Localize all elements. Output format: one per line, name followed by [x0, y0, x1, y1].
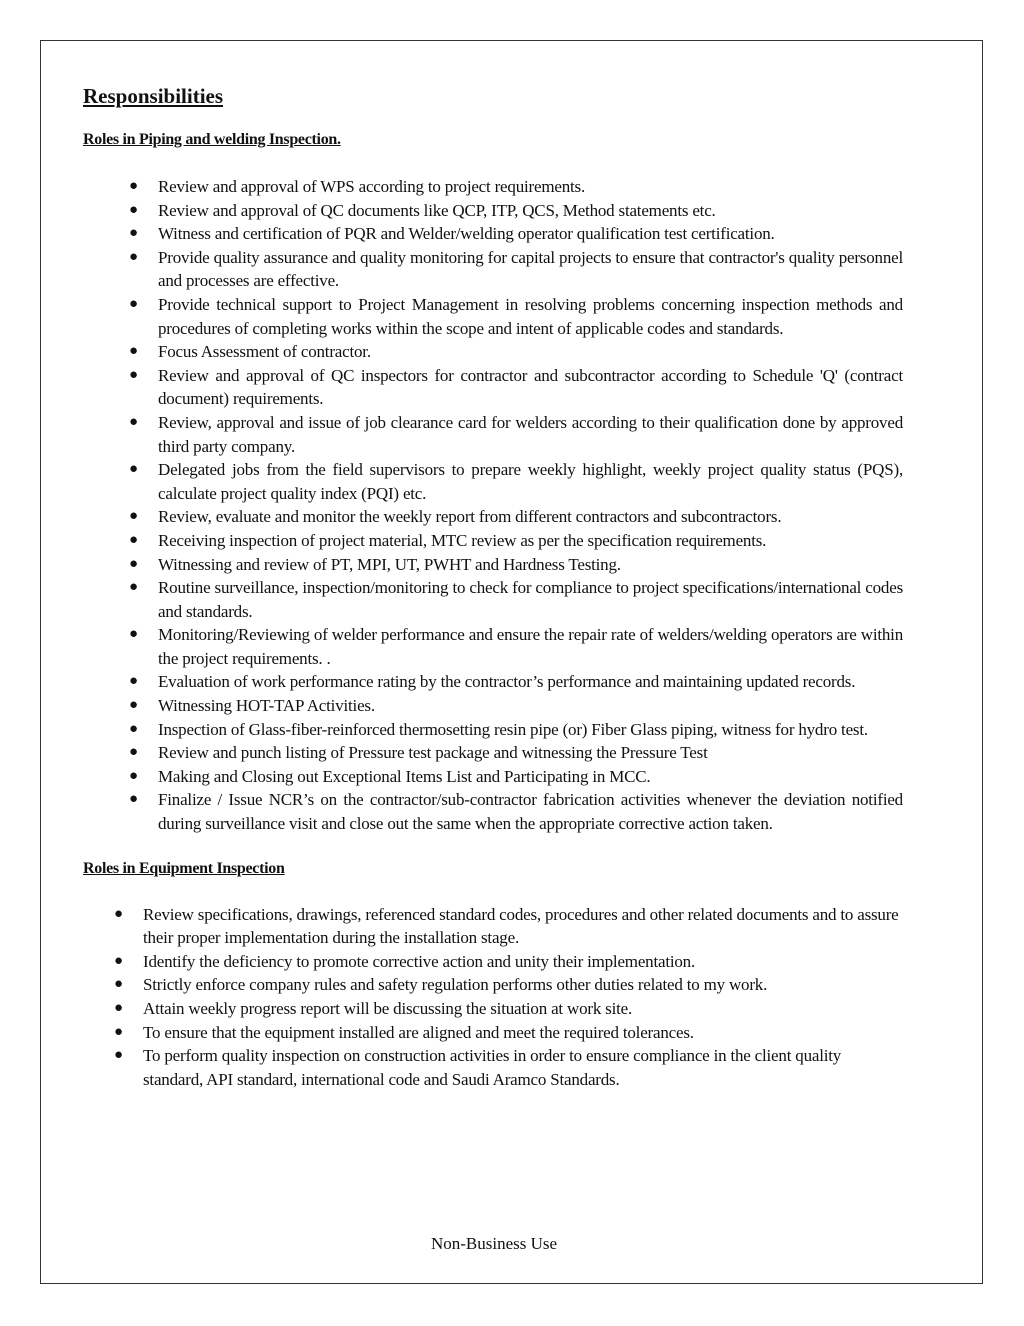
list-item-text: Witnessing and review of PT, MPI, UT, PWHT and Hardness Testing. [158, 554, 621, 574]
list-item [129, 741, 903, 765]
list-item-text: Provide quality assurance and quality monitoring for capital projects to ensure that contractor's quality personnel and processes are effective. [158, 247, 903, 291]
bullet-icon: ● [129, 720, 138, 737]
list-item [129, 529, 903, 553]
list-item-text: Witness and certification of PQR and Welder/welding operator qualification test certification. [158, 224, 775, 244]
bullet-icon: ● [129, 579, 138, 596]
bullet-icon: ● [129, 791, 138, 808]
list-item [129, 670, 903, 694]
bullet-icon: ● [129, 366, 138, 383]
list-item-text: Inspection of Glass-fiber-reinforced thermosetting resin pipe (or) Fiber Glass piping, witness for hydro test. [158, 719, 868, 739]
bullet-icon: ● [129, 413, 138, 430]
list-item [129, 411, 903, 458]
bullet-icon: ● [114, 952, 123, 969]
bullet-icon: ● [129, 461, 138, 478]
bullet-icon: ● [129, 201, 138, 218]
list-item-text: Finalize / Issue NCR’s on the contractor/sub-contractor fabrication activities whenever the deviation notified during surveillance visit and close out the same when the appropriate corrective action taken. [158, 790, 903, 834]
list-item [129, 246, 903, 293]
list-item-text: Receiving inspection of project material, MTC review as per the specification requirements. [158, 530, 767, 550]
list-item [129, 765, 903, 789]
list-item [114, 950, 903, 974]
list-item [114, 997, 903, 1021]
bullet-icon: ● [129, 508, 138, 525]
list-item [129, 175, 903, 199]
list-item-text: Routine surveillance, inspection/monitoring to check for compliance to project specifications/international codes and standards. [158, 578, 903, 621]
bullet-icon: ● [129, 531, 138, 548]
bullet-icon: ● [129, 343, 138, 360]
list-item-text: Monitoring/Reviewing of welder performance and ensure the repair rate of welders/welding operators are within the project requirements. . [158, 625, 903, 668]
bullet-icon: ● [114, 1000, 123, 1016]
list-item-text: Evaluation of work performance rating by the contractor’s performance and maintaining updated records. [158, 672, 856, 692]
bullet-icon: ● [114, 1023, 123, 1040]
bullet-icon: ● [129, 697, 138, 714]
document-body [83, 84, 903, 1091]
list-item-text: To perform quality inspection on construction activities in order to ensure compliance in the client quality standard, API standard, international code and Saudi Aramco Standards. [143, 1046, 842, 1089]
section-equipment [83, 859, 903, 1092]
list-item-text: Identify the deficiency to promote corrective action and unity their implementation. [143, 951, 696, 971]
list-item [129, 576, 903, 623]
list-item-text: Attain weekly progress report will be discussing the situation at work site. [143, 999, 633, 1018]
list-item-text: Review and approval of QC documents like QCP, ITP, QCS, Method statements etc. [158, 200, 716, 220]
list-item [129, 340, 903, 364]
list-item [129, 458, 903, 505]
bullet-icon: ● [129, 178, 138, 194]
section-heading-piping: Roles in Piping and welding Inspection. [83, 131, 341, 148]
bullet-icon: ● [129, 555, 138, 572]
list-item [129, 788, 903, 835]
list-item-text: Focus Assessment of contractor. [158, 342, 371, 362]
list-item-text: Review and approval of WPS according to project requirements. [158, 177, 585, 196]
list-item-text: Review specifications, drawings, referenced standard codes, procedures and other related documents and to assure their proper implementation during the installation stage. [143, 904, 899, 948]
bullet-icon: ● [114, 976, 123, 993]
piping-responsibilities-list [83, 175, 903, 836]
list-item-text: Review and punch listing of Pressure test package and witnessing the Pressure Test [158, 743, 708, 763]
bullet-icon: ● [129, 248, 138, 265]
bullet-icon: ● [114, 905, 123, 922]
list-item [129, 293, 903, 340]
list-item [114, 903, 903, 950]
bullet-icon: ● [129, 744, 138, 761]
list-item [129, 199, 903, 223]
footer-classification: Non-Business Use [430, 1234, 558, 1253]
list-item [129, 553, 903, 577]
bullet-icon: ● [114, 1047, 123, 1064]
list-item [129, 718, 903, 742]
section-piping-welding [83, 130, 903, 836]
list-item-text: Strictly enforce company rules and safety regulation performs other duties related to my work. [143, 975, 768, 995]
bullet-icon: ● [129, 673, 138, 690]
bullet-icon: ● [129, 295, 138, 312]
list-item-text: Delegated jobs from the field supervisors to prepare weekly highlight, weekly project quality status (PQS), calculate project quality index (PQI) etc. [158, 460, 903, 503]
list-item [114, 973, 903, 997]
bullet-icon: ● [129, 225, 138, 242]
list-item-text: Witnessing HOT-TAP Activities. [158, 696, 375, 716]
bullet-icon: ● [129, 626, 138, 643]
list-item [129, 505, 903, 529]
list-item-text: Review, approval and issue of job clearance card for welders according to their qualification done by approved third party company. [158, 412, 903, 456]
bullet-icon: ● [129, 767, 138, 784]
list-item [129, 364, 903, 411]
list-item-text: Review, evaluate and monitor the weekly report from different contractors and subcontractors. [158, 507, 782, 527]
section-heading-equipment: Roles in Equipment Inspection [83, 859, 285, 877]
list-item-text: Provide technical support to Project Management in resolving problems concerning inspection methods and procedures of completing works within the scope and intent of applicable codes and standards. [158, 294, 903, 338]
list-item [129, 222, 903, 246]
list-item-text: To ensure that the equipment installed are aligned and meet the required tolerances. [143, 1022, 694, 1042]
list-item-text: Making and Closing out Exceptional Items List and Participating in MCC. [158, 766, 651, 786]
list-item-text: Review and approval of QC inspectors for contractor and subcontractor according to Schedule 'Q' (contract document) requirements. [158, 365, 903, 409]
equipment-responsibilities-list [83, 903, 903, 1092]
list-item [114, 1044, 903, 1091]
list-item [129, 623, 903, 670]
page-title: Responsibilities [83, 84, 224, 108]
list-item [114, 1021, 903, 1045]
list-item [129, 694, 903, 718]
